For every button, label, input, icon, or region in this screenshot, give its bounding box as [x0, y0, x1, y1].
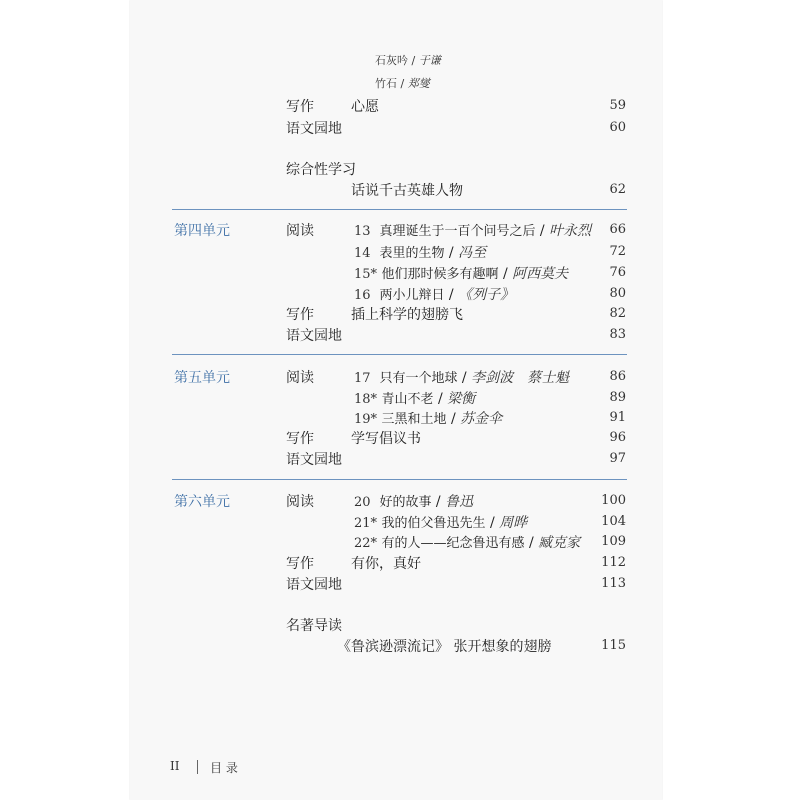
lesson-21[interactable]: 21* 我的伯父鲁迅先生 / 周晔 — [354, 515, 528, 531]
unit6-garden-page: 113 — [601, 576, 626, 591]
unit4-writing-label: 写作 — [286, 307, 314, 323]
unit6-writing-label: 写作 — [286, 556, 314, 572]
unit-divider — [172, 354, 627, 355]
lesson-20-page: 100 — [601, 493, 626, 508]
unit4-writing-title[interactable]: 插上科学的翅膀飞 — [351, 307, 463, 323]
unit4-reading-label: 阅读 — [286, 223, 314, 239]
lesson-18-page: 89 — [609, 390, 626, 405]
unit5-writing-label: 写作 — [286, 431, 314, 447]
unit3-writing-page: 59 — [609, 98, 626, 113]
unit4-writing-page: 82 — [609, 306, 626, 321]
unit3-integrated-title[interactable]: 话说千古英雄人物 — [351, 183, 463, 199]
lesson-22-page: 109 — [601, 534, 626, 549]
lesson-17-page: 86 — [609, 369, 626, 384]
unit3-garden-label[interactable]: 语文园地 — [286, 121, 342, 137]
unit4-garden-label[interactable]: 语文园地 — [286, 328, 342, 344]
unit3-integrated-label: 综合性学习 — [286, 162, 356, 178]
classics-title[interactable]: 《鲁滨逊漂流记》 张开想象的翅膀 — [337, 639, 552, 655]
lesson-16-page: 80 — [609, 286, 626, 301]
classics-label: 名著导读 — [286, 618, 342, 634]
lesson-13-page: 66 — [609, 222, 626, 237]
lesson-17[interactable]: 17 只有一个地球 / 李剑波 蔡士魁 — [354, 370, 570, 386]
unit6-label[interactable]: 第六单元 — [174, 494, 230, 510]
unit4-label[interactable]: 第四单元 — [174, 223, 230, 239]
lesson-15-page: 76 — [609, 265, 626, 280]
lesson-19-page: 91 — [609, 410, 626, 425]
lesson-20[interactable]: 20 好的故事 / 鲁迅 — [354, 494, 474, 510]
lesson-18[interactable]: 18* 青山不老 / 梁衡 — [354, 391, 476, 407]
unit3-garden-page: 60 — [609, 120, 626, 135]
lesson-14[interactable]: 14 表里的生物 / 冯至 — [354, 245, 487, 261]
lesson-19[interactable]: 19* 三黑和土地 / 苏金伞 — [354, 411, 503, 427]
unit5-reading-label: 阅读 — [286, 370, 314, 386]
classics-page: 115 — [601, 638, 626, 653]
poem-line-1: 石灰吟 / 于谦 — [375, 54, 441, 67]
unit3-integrated-page: 62 — [609, 182, 626, 197]
unit5-label[interactable]: 第五单元 — [174, 370, 230, 386]
poem-line-2: 竹石 / 郑燮 — [375, 77, 430, 90]
unit5-writing-title[interactable]: 学写倡议书 — [351, 431, 421, 447]
unit-divider — [172, 479, 627, 480]
footer-separator — [197, 760, 198, 774]
lesson-14-page: 72 — [609, 244, 626, 259]
footer-page-number: II — [170, 759, 180, 773]
lesson-16[interactable]: 16 两小儿辩日 / 《列子》 — [354, 287, 515, 303]
unit6-writing-title[interactable]: 有你，真好 — [351, 556, 421, 572]
unit-divider — [172, 209, 627, 210]
unit5-garden-label[interactable]: 语文园地 — [286, 452, 342, 468]
lesson-15[interactable]: 15* 他们那时候多有趣啊 / 阿西莫夫 — [354, 266, 569, 282]
lesson-22[interactable]: 22* 有的人——纪念鲁迅有感 / 臧克家 — [354, 535, 581, 551]
footer-section-title: 目 录 — [210, 761, 238, 775]
unit6-garden-label[interactable]: 语文园地 — [286, 577, 342, 593]
unit4-garden-page: 83 — [609, 327, 626, 342]
lesson-13[interactable]: 13 真理诞生于一百个问号之后 / 叶永烈 — [354, 223, 592, 239]
unit6-reading-label: 阅读 — [286, 494, 314, 510]
unit6-writing-page: 112 — [601, 555, 626, 570]
lesson-21-page: 104 — [601, 514, 626, 529]
unit5-garden-page: 97 — [609, 451, 626, 466]
unit3-writing-label: 写作 — [286, 99, 314, 115]
unit3-writing-title[interactable]: 心愿 — [351, 99, 379, 115]
book-page — [130, 0, 662, 800]
unit5-writing-page: 96 — [609, 430, 626, 445]
